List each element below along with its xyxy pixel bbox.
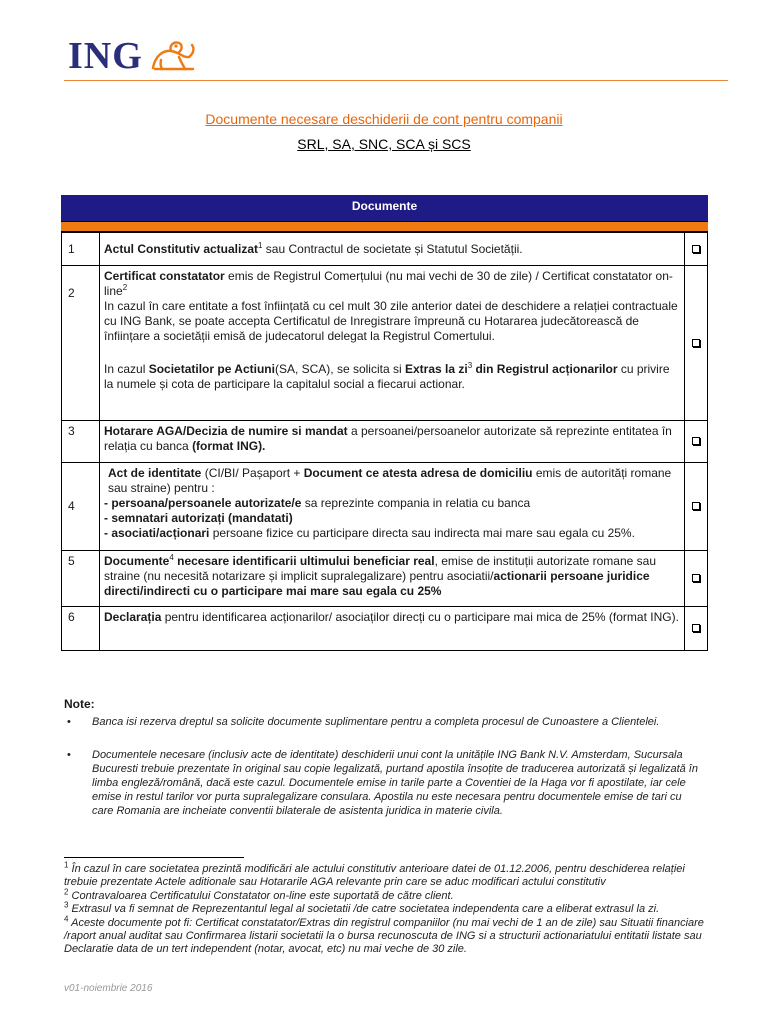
- footnote-divider: [64, 857, 244, 858]
- note-item: • Documentele necesare (inclusiv acte de identitate) deschiderii unui cont la unitățile ING Bank N.V. Amsterdam, Sucursala Bucuresti trebuie prezentate în original sau copie legalizată, purtand apostila însoțite de traducerea autorizată și legalizată în limba engleză/română, dacă este cazul. Documentele emise in tarile parte a Coventiei de la Haga vor fi apostilate, iar cele emise in restul tarilor vor purta supralegalizare consulara. Apostila nu este necesara pentru documentele emise de tari cu care Romania are incheiate conventii bilaterale de asistenta juridica in materie civila.: [67, 749, 698, 817]
- checkbox-icon[interactable]: [692, 245, 700, 253]
- table-row: [62, 551, 708, 607]
- row-number: 4: [62, 463, 100, 551]
- row-number: 3: [62, 421, 100, 463]
- lion-icon: [149, 38, 199, 74]
- table-orange-bar: [61, 222, 708, 232]
- table-row: [62, 607, 708, 651]
- footnote: $^2$ Contravaloarea Certificatului Constatator on-line este suportată de către client.: [64, 887, 454, 902]
- footnote: $^4$ Aceste documente pot fi: Certificat constatator/Extras din registrul companiilor (nu mai vechi de 1 an de zile) sau Situatii financiare /raport anual auditat sau Confirmarea listarii societatii la o bursa recunoscuta de ING si a structurii actionariatului entitatii listate sau Declaratie data de un tert independent (notar, avocat, etc) nu mai veche de 30 zile.: [64, 913, 704, 956]
- footnote: $^1$ În cazul în care societatea prezintă modificări ale actului constitutiv anterioare datei de 01.12.2006, pentru deschiderea relației trebuie prezentate Actele aditionale sau Hotararile AGA relevante prin care se aduc modificari actului constitutiv: [64, 860, 685, 889]
- row-text: Actul Constitutiv actualizat$^1$ sau Contractul de societate și Statutul Societății.: [100, 233, 685, 266]
- table-row: [62, 266, 708, 421]
- checkbox-icon[interactable]: [692, 339, 700, 347]
- note-item: • Banca isi rezerva dreptul sa solicite documente suplimentare pentru a completa procesul de Cunoastere a Clientelei.: [67, 716, 660, 728]
- footnotes: [64, 860, 704, 957]
- table-heading: Documente: [61, 195, 708, 222]
- page-subtitle: SRL, SA, SNC, SCA și SCS: [297, 136, 471, 152]
- checkbox-icon[interactable]: [692, 574, 700, 582]
- checkbox-icon[interactable]: [692, 437, 700, 445]
- row-text: Documente$^4$ necesare identificarii ultimului beneficiar real, emise de instituții autorizate romane sau straine (nu necesită notarizare și implicit supralegalizare) pentru asociatii/actionarii persoane juridice directi/indirecti cu o participare mai mare sau egala cu 25%: [100, 551, 685, 607]
- notes-title: Note:: [64, 697, 95, 711]
- logo-text: ING: [68, 35, 143, 77]
- checkbox-icon[interactable]: [692, 502, 700, 510]
- page-title: Documente necesare deschiderii de cont pentru companii: [205, 111, 563, 127]
- row-number: 1: [62, 233, 100, 266]
- row-number: 6: [62, 607, 100, 651]
- table-row: [62, 421, 708, 463]
- documents-table: [61, 195, 708, 651]
- row-number: 2: [62, 266, 100, 421]
- table-row: [62, 233, 708, 266]
- ing-logo: [68, 36, 199, 76]
- row-text: Act de identitate (CI/BI/ Pașaport + Document ce atesta adresa de domiciliu emis de autorități romane sau straine) pentru : - persoana/persoanele autorizate/e sa reprezinte compania in relatia cu banca - semnatari autorizați (mandatati) - asociati/acționari persoane fizice cu participare directa sau indirecta mai mare sau egala cu 25%.: [100, 463, 685, 551]
- header-divider: [64, 80, 728, 81]
- row-text: Hotarare AGA/Decizia de numire si mandat a persoanei/persoanelor autorizate să reprezinte entitatea în relația cu banca (format ING).: [100, 421, 685, 463]
- notes-section: [64, 697, 704, 818]
- row-number: 5: [62, 551, 100, 607]
- bullet-icon: •: [67, 716, 71, 728]
- footnote: $^3$ Extrasul va fi semnat de Reprezentantul legal al societatii /de catre societatea independenta care a eliberat extrasul la zi.: [64, 900, 660, 916]
- row-text: Certificat constatator emis de Registrul Comerțului (nu mai vechi de 30 de zile) / Certificat constatator on-line$^2$ In cazul în care entitate a fost înființată cu cel mult 30 zile anterior datei de deschidere a relației contractuale cu ING Bank, se poate accepta Certificatul de Inregistrare împreună cu Hotararea judecătorească de înființare a societății emisă de judecatorul delegat la Registrul Comertului. In cazul Societatilor pe Actiuni(SA, SCA), se solicita si Extras la $zi^3$ din Registrul acționarilor cu privire la numele și cota de participare la capitalul social a fiecarui actionar.: [100, 266, 685, 421]
- version-label: v01-noiembrie 2016: [64, 983, 153, 994]
- row-text: Declarația pentru identificarea acționarilor/ asociaților direcți cu o participare mai mica de 25% (format ING).: [100, 607, 685, 651]
- bullet-icon: •: [67, 749, 71, 761]
- table-row: [62, 463, 708, 551]
- checkbox-icon[interactable]: [692, 624, 700, 632]
